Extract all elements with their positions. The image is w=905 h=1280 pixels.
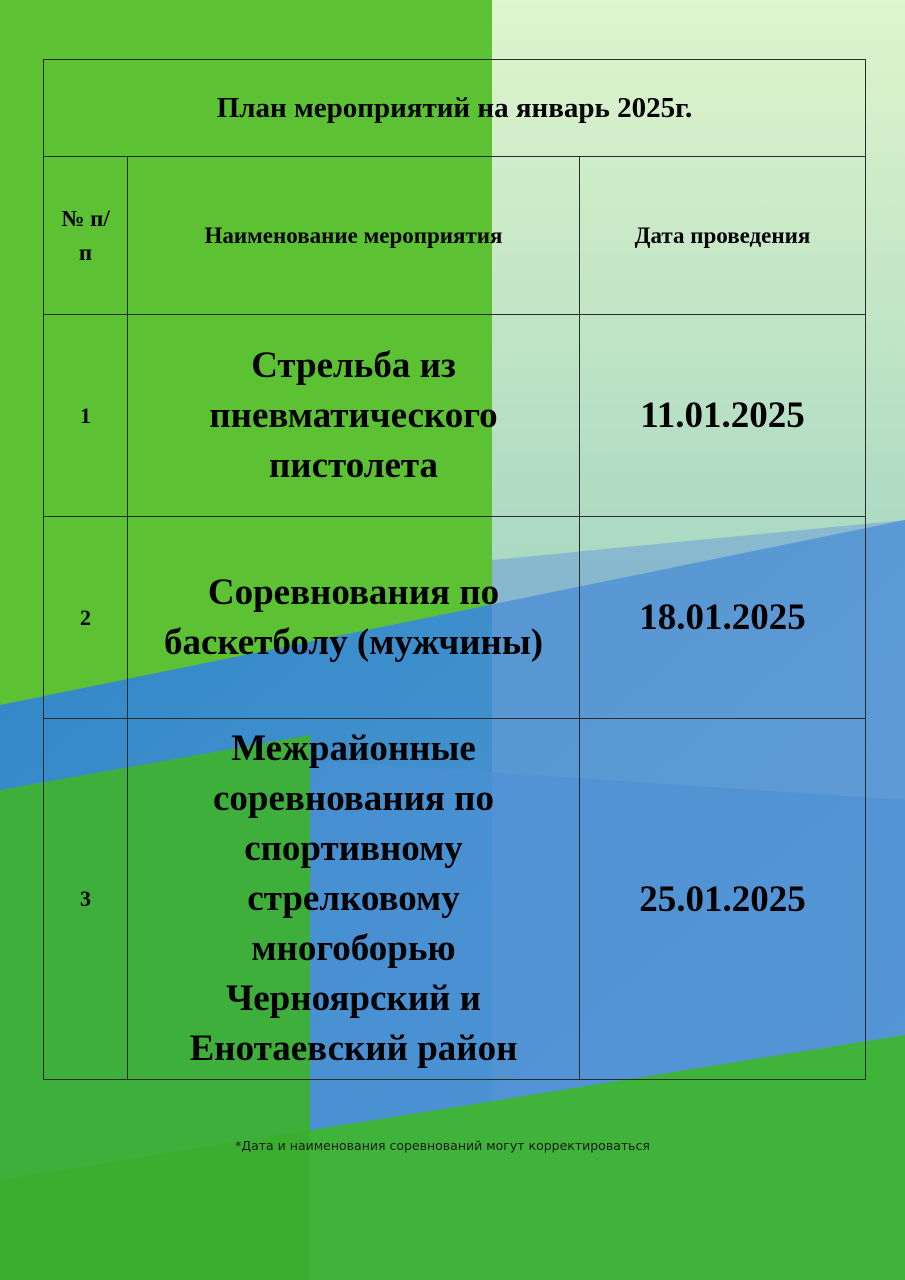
header-row	[44, 157, 866, 315]
table-title: План мероприятий на январь 2025г.	[44, 60, 866, 157]
footnote: *Дата и наименования соревнований могут корректироваться	[235, 1138, 650, 1153]
row-number: 2	[44, 517, 128, 719]
event-name-text: Стрельба из пневматического пистолета	[209, 344, 498, 486]
events-table	[43, 59, 866, 1080]
table-row	[44, 719, 866, 1080]
event-name	[128, 315, 580, 517]
event-date: 25.01.2025	[580, 719, 866, 1080]
event-date: 11.01.2025	[580, 315, 866, 517]
row-number: 1	[44, 315, 128, 517]
header-name: Наименование мероприятия	[128, 157, 580, 315]
table-row	[44, 315, 866, 517]
event-name	[128, 517, 580, 719]
row-number: 3	[44, 719, 128, 1080]
header-number	[44, 157, 128, 315]
event-name	[128, 719, 580, 1080]
title-row	[44, 60, 866, 157]
header-number-text: № п/п	[61, 205, 110, 265]
event-name-text: Соревнования по баскетболу (мужчины)	[163, 571, 544, 663]
table-row	[44, 517, 866, 719]
event-name-text: Межрайонные соревнования по спортивному стрелковому многоборью Черноярский и Енотаевский район	[189, 728, 518, 1069]
header-date: Дата проведения	[580, 157, 866, 315]
event-date: 18.01.2025	[580, 517, 866, 719]
